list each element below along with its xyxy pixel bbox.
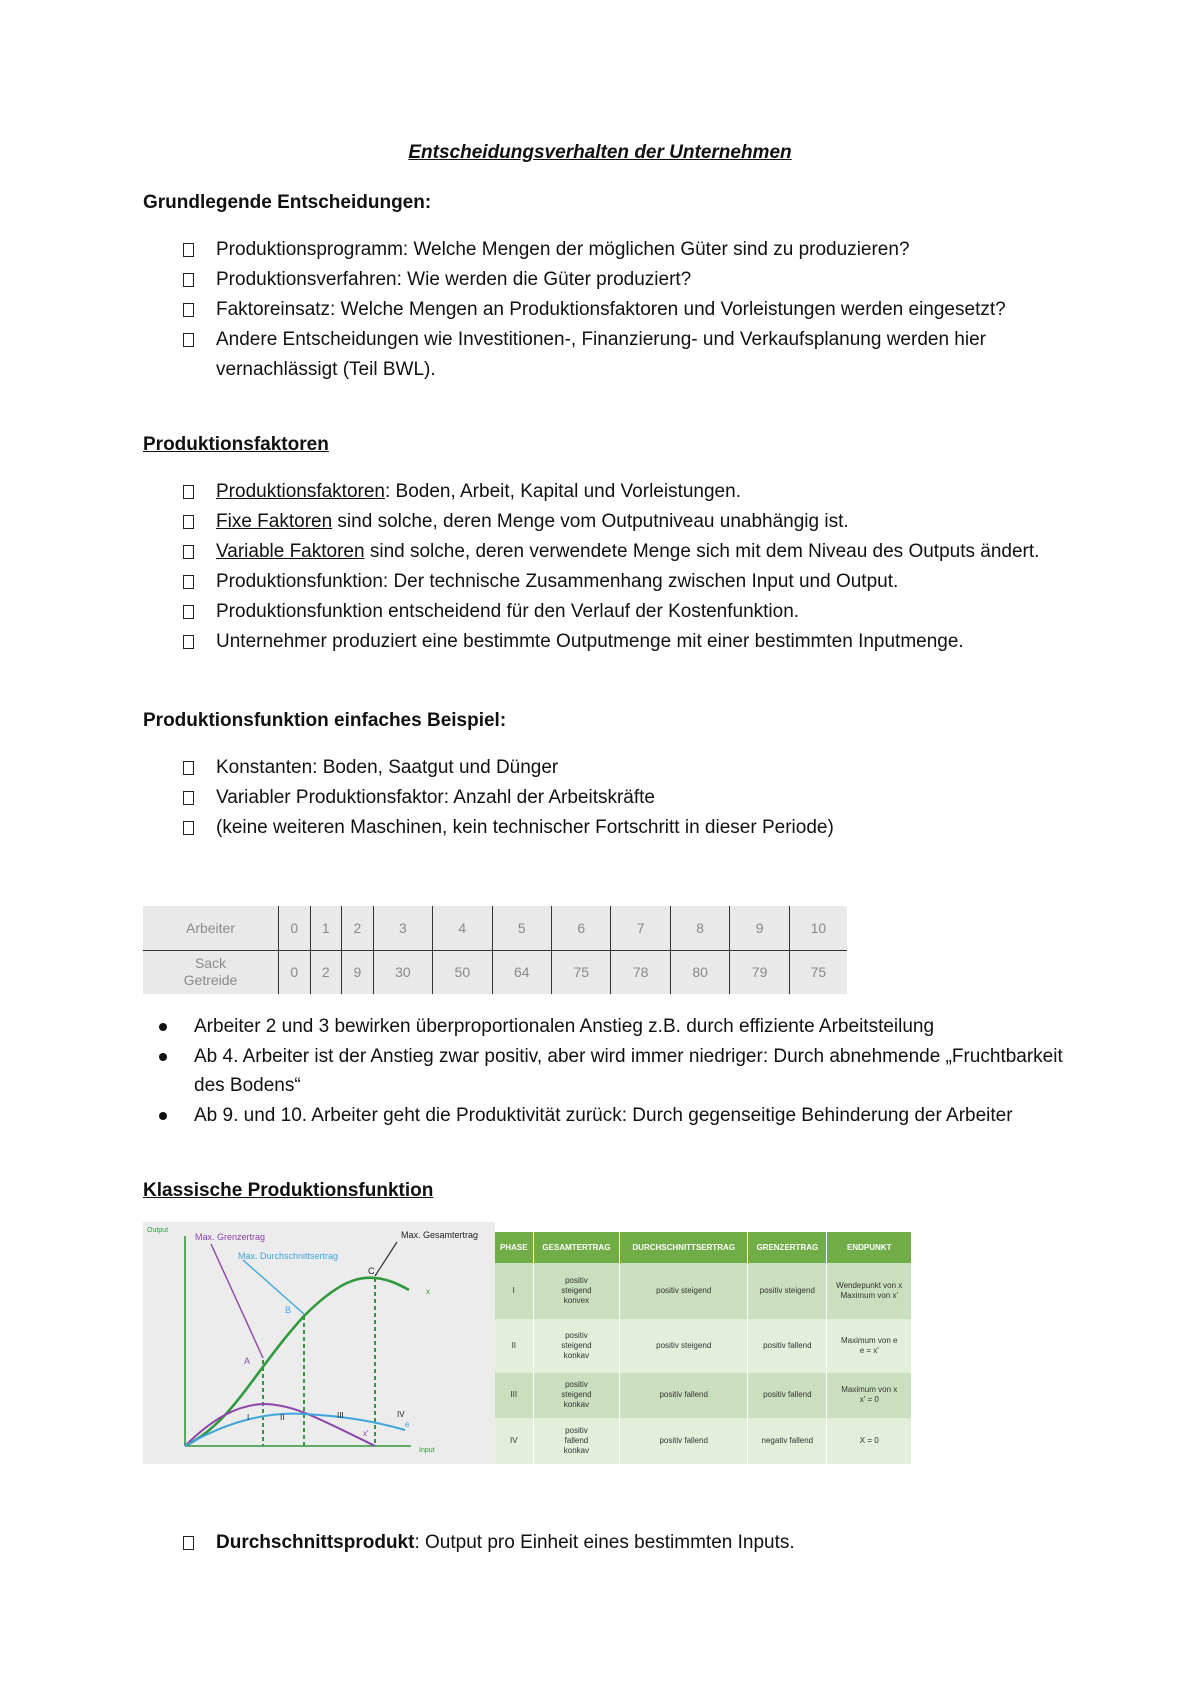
table-cell: positiv steigend konkav	[533, 1373, 620, 1418]
pointer-max-gesamt	[375, 1242, 397, 1276]
table-cell: positiv steigend	[620, 1263, 748, 1319]
table-cell: 3	[373, 906, 432, 950]
label-max-durchschnitt: Max. Durchschnittsertrag	[238, 1251, 339, 1261]
column-header: DURCHSCHNITTSERTRAG	[620, 1232, 748, 1263]
heading-grundlegende-entscheidungen: Grundlegende Entscheidungen:	[143, 192, 432, 213]
table-cell: 4	[433, 906, 492, 950]
production-function-diagram	[143, 1222, 495, 1464]
production-function-svg	[143, 1222, 495, 1464]
checkbox-glyph-icon	[183, 575, 194, 589]
column-header: GESAMTERTRAG	[533, 1232, 620, 1263]
table-cell: negativ fallend	[748, 1418, 827, 1464]
phase-ii-label: II	[280, 1413, 285, 1422]
list-item: Durchschnittsprodukt: Output pro Einheit eines bestimmten Inputs.	[143, 1528, 1083, 1558]
checkbox-glyph-icon	[183, 821, 194, 835]
table-cell: positiv fallend konkav	[533, 1418, 620, 1464]
y-axis-label: Output	[147, 1227, 169, 1234]
list-grundlegende-entscheidungen	[143, 235, 1083, 385]
page-title: Entscheidungsverhalten der Unternehmen	[408, 142, 792, 163]
checkbox-glyph-icon	[183, 1536, 194, 1550]
table-cell: 2	[310, 950, 342, 994]
table-cell: positiv steigend	[748, 1263, 827, 1319]
list-item: Fixe Faktoren sind solche, deren Menge vom Outputniveau unabhängig ist.	[143, 507, 1083, 537]
list-produktionsfaktoren	[143, 477, 1083, 657]
checkbox-glyph-icon	[183, 243, 194, 257]
list-durchschnittsprodukt	[143, 1528, 1083, 1558]
list-item: Unternehmer produziert eine bestimmte Outputmenge mit einer bestimmten Inputmenge.	[143, 627, 1083, 657]
curve-xprime-label: x'	[363, 1429, 369, 1438]
table-cell: 30	[373, 950, 432, 994]
table-cell: positiv steigend konvex	[533, 1263, 620, 1319]
label-max-gesamt: Max. Gesamtertrag	[401, 1230, 479, 1240]
table-cell: I	[495, 1263, 533, 1319]
curve-e-label: e	[405, 1420, 410, 1429]
list-item: Faktoreinsatz: Welche Mengen an Produktionsfaktoren und Vorleistungen werden eingesetzt?	[143, 295, 1083, 325]
column-header: ENDPUNKT	[827, 1232, 912, 1263]
table-cell: IV	[495, 1418, 533, 1464]
table-row	[495, 1373, 912, 1418]
checkbox-glyph-icon	[183, 333, 194, 347]
table-cell: III	[495, 1373, 533, 1418]
list-item: Ab 9. und 10. Arbeiter geht die Produktivität zurück: Durch gegenseitige Behinderung der Arbeiter	[143, 1101, 1073, 1131]
table-cell: Wendepunkt von x Maximum von x'	[827, 1263, 912, 1319]
table-cell: positiv fallend	[748, 1373, 827, 1418]
checkbox-glyph-icon	[183, 485, 194, 499]
heading-klassische-produktionsfunktion: Klassische Produktionsfunktion	[143, 1180, 434, 1201]
pointer-max-grenzertrag	[211, 1244, 263, 1358]
checkbox-glyph-icon	[183, 791, 194, 805]
curve-x-label: x	[426, 1287, 430, 1296]
table-row	[495, 1263, 912, 1319]
list-item: Arbeiter 2 und 3 bewirken überproportionalen Anstieg z.B. durch effiziente Arbeitsteilung	[143, 1012, 1073, 1042]
table-cell: 50	[433, 950, 492, 994]
phase-i-label: I	[247, 1413, 250, 1422]
table-cell: 7	[611, 906, 670, 950]
list-beispiel	[143, 753, 1083, 843]
table-cell: positiv steigend konkav	[533, 1319, 620, 1372]
point-c-label: C	[368, 1266, 375, 1276]
row-label: Arbeiter	[143, 906, 279, 950]
list-item: Ab 4. Arbeiter ist der Anstieg zwar positiv, aber wird immer niedriger: Durch abnehmende „Fruchtbarkeit des Bodens“	[143, 1042, 1073, 1101]
table-cell: positiv fallend	[748, 1319, 827, 1372]
column-header: GRENZERTRAG	[748, 1232, 827, 1263]
heading-beispiel: Produktionsfunktion einfaches Beispiel:	[143, 710, 507, 731]
point-b-label: B	[285, 1305, 292, 1315]
row-label: Sack Getreide	[183, 955, 238, 989]
table-cell: 80	[670, 950, 729, 994]
table-cell: II	[495, 1319, 533, 1372]
checkbox-glyph-icon	[183, 635, 194, 649]
checkbox-glyph-icon	[183, 273, 194, 287]
list-item: Produktionsfunktion entscheidend für den Verlauf der Kostenfunktion.	[143, 597, 1083, 627]
list-erlaeuterungen	[143, 1012, 1073, 1130]
table-cell: X = 0	[827, 1418, 912, 1464]
table-row	[143, 950, 847, 994]
bullet-icon	[159, 1112, 167, 1120]
checkbox-glyph-icon	[183, 515, 194, 529]
list-item: Konstanten: Boden, Saatgut und Dünger	[143, 753, 1083, 783]
table-row	[495, 1418, 912, 1464]
table-cell: 2	[342, 906, 374, 950]
column-header: PHASE	[495, 1232, 533, 1263]
table-cell: Maximum von x x' = 0	[827, 1373, 912, 1418]
worker-output-table	[143, 906, 847, 994]
list-item: Produktionsverfahren: Wie werden die Güter produziert?	[143, 265, 1083, 295]
label-max-grenzertrag: Max. Grenzertrag	[195, 1232, 266, 1242]
table-cell: 79	[730, 950, 789, 994]
checkbox-glyph-icon	[183, 605, 194, 619]
table-cell: Maximum von e e = x'	[827, 1319, 912, 1372]
list-item: Produktionsfunktion: Der technische Zusammenhang zwischen Input und Output.	[143, 567, 1083, 597]
table-cell: 78	[611, 950, 670, 994]
checkbox-glyph-icon	[183, 545, 194, 559]
table-cell: 9	[342, 950, 374, 994]
table-cell: 9	[730, 906, 789, 950]
list-item: Variable Faktoren sind solche, deren verwendete Menge sich mit dem Niveau des Outputs ändert.	[143, 537, 1083, 567]
table-cell: 0	[279, 906, 311, 950]
x-axis-label: Input	[419, 1447, 435, 1454]
bullet-icon	[159, 1023, 167, 1031]
table-cell: positiv fallend	[620, 1373, 748, 1418]
table-cell: 6	[552, 906, 611, 950]
point-a-label: A	[244, 1356, 251, 1366]
list-item: Andere Entscheidungen wie Investitionen-, Finanzierung- und Verkaufsplanung werden hier vernachlässigt (Teil BWL).	[143, 325, 1083, 385]
table-cell: 1	[310, 906, 342, 950]
list-item: Produktionsfaktoren: Boden, Arbeit, Kapital und Vorleistungen.	[143, 477, 1083, 507]
table-cell: 64	[492, 950, 551, 994]
phase-iii-label: III	[337, 1411, 344, 1420]
table-cell: positiv fallend	[620, 1418, 748, 1464]
list-item: Variabler Produktionsfaktor: Anzahl der Arbeitskräfte	[143, 783, 1083, 813]
pointer-max-durchschnitt	[243, 1260, 304, 1314]
table-cell: 5	[492, 906, 551, 950]
table-cell: 8	[670, 906, 729, 950]
bullet-icon	[159, 1053, 167, 1061]
checkbox-glyph-icon	[183, 761, 194, 775]
list-item: Produktionsprogramm: Welche Mengen der möglichen Güter sind zu produzieren?	[143, 235, 1083, 265]
phase-table	[495, 1232, 912, 1464]
checkbox-glyph-icon	[183, 303, 194, 317]
list-item: (keine weiteren Maschinen, kein technischer Fortschritt in dieser Periode)	[143, 813, 1083, 843]
table-cell: 0	[279, 950, 311, 994]
phase-iv-label: IV	[397, 1410, 405, 1419]
table-header-row	[495, 1232, 912, 1263]
table-row	[495, 1319, 912, 1372]
table-cell: 75	[552, 950, 611, 994]
table-cell: 75	[789, 950, 847, 994]
table-cell: positiv steigend	[620, 1319, 748, 1372]
table-row	[143, 906, 847, 950]
heading-produktionsfaktoren: Produktionsfaktoren	[143, 434, 329, 455]
table-cell: 10	[789, 906, 847, 950]
